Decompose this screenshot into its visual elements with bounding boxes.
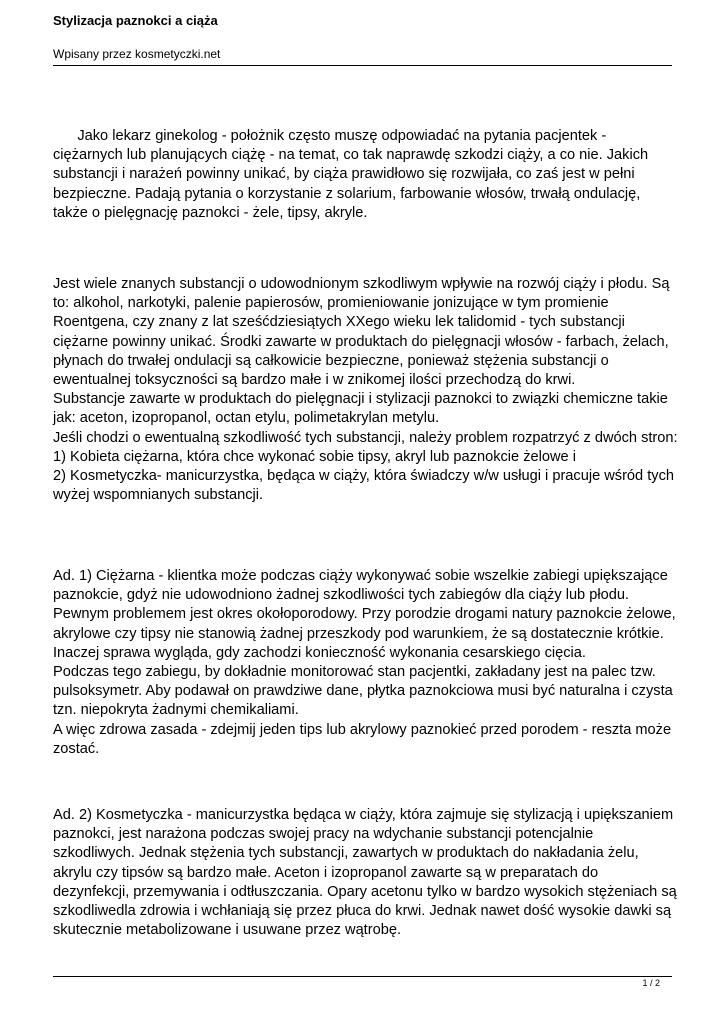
text-line: Pewnym problemem jest okres okołoporodowy. Przy porodzie drogami natury paznokcie żelowe, akrylowe czy tipsy nie stanowią żadnej przeszkody pod warunkiem, że są dostatecznie krótkie. Inaczej sprawa wygląda, gdy zachodzi konieczność wykonania cesarskiego cięcia.	[53, 606, 676, 661]
footer-divider	[53, 976, 672, 977]
text-line: Jako lekarz ginekolog - położnik często muszę odpowiadać na pytania pacjentek - ciężarnych lub planujących ciążę - na temat, co tak naprawdę szkodzi ciąży, a co nie. Jakich substancji i narażeń powinny unikać, by ciąża prawidłowo się rozwijała, co zaś jest w pełni bezpieczne. Padają pytania o korzystanie z solarium, farbowanie włosów, trwałą ondulację, także o pielęgnację paznokci - żele, tipsy, akryle.	[53, 128, 653, 221]
text-line: Ad. 1) Ciężarna - klientka może podczas ciąży wykonywać sobie wszelkie zabiegi upiększające paznokcie, gdyż nie udowodniono żadnej szkodliwości tych zabiegów dla ciąży lub płodu.	[53, 568, 668, 604]
text-line: 1) Kobieta ciężarna, która chce wykonać sobie tipsy, akryl lub paznokcie żelowe i	[53, 448, 576, 465]
header-divider	[53, 65, 672, 66]
document-title: Stylizacja paznokci a ciąża	[53, 13, 218, 28]
paragraph-intro	[53, 127, 678, 223]
paragraph-client	[53, 567, 678, 759]
paragraph-substances	[53, 275, 678, 505]
text-line: A więc zdrowa zasada - zdejmij jeden tips lub akrylowy paznokieć przed porodem - reszta może zostać.	[53, 721, 672, 757]
paragraph-manicurist	[53, 806, 678, 940]
text-line: Podczas tego zabiegu, by dokładnie monitorować stan pacjentki, zakładany jest na palec tzw. pulsoksymetr. Aby podawał on prawdziwe dane, płytka paznokciowa musi być naturalna i czysta tzn. niepokryta żadnymi chemikaliami.	[53, 664, 673, 719]
document-source: Wpisany przez kosmetyczki.net	[53, 47, 221, 61]
text-line: Substancje zawarte w produktach do pielęgnacji i stylizacji paznokci to związki chemiczne takie jak: aceton, izopropanol, octan etylu, polimetakrylan metylu.	[53, 391, 668, 427]
text-line: Jeśli chodzi o ewentualną szkodliwość tych substancji, należy problem rozpatrzyć z dwóch stron:	[53, 429, 678, 446]
text-line: Jest wiele znanych substancji o udowodnionym szkodliwym wpływie na rozwój ciąży i płodu. Są to: alkohol, narkotyki, palenie papierosów, promieniowanie jonizujące w tym promienie Roentgena, czy znany z lat sześćdziesiątych XXego wieku lek talidomid - tych substancji ciężarne powinny unikać. Środki zawarte w produktach do pielęgnacji włosów - farbach, żelach, płynach do trwałej ondulacji są całkowicie bezpieczne, ponieważ stężenia substancji o ewentualnej toksyczności są bardzo małe i w znikomej ilości przechodzą do krwi.	[53, 276, 670, 389]
text-line: 2) Kosmetyczka- manicurzystka, będąca w ciąży, która świadczy w/w usługi i pracuje wśród tych wyżej wspomnianych substancji.	[53, 468, 674, 504]
page-number: 1 / 2	[642, 978, 660, 988]
text-line: Ad. 2) Kosmetyczka - manicurzystka będąca w ciąży, która zajmuje się stylizacją i upiększaniem paznokci, jest narażona podczas swojej pracy na wdychanie substancji potencjalnie szkodliwych. Jednak stężenia tych substancji, zawartych w produktach do nakładania żelu, akrylu czy tipsów są bardzo małe. Aceton i izopropanol zawarte są w preparatach do dezynfekcji, przemywania i odtłuszczania. Opary acetonu tylko w bardzo wysokich stężeniach są szkodliwedla zdrowia i wchłaniają się przez płuca do krwi. Jednak nawet dość wysokie dawki są skutecznie metabolizowane i usuwane przez wątrobę.	[53, 807, 677, 939]
